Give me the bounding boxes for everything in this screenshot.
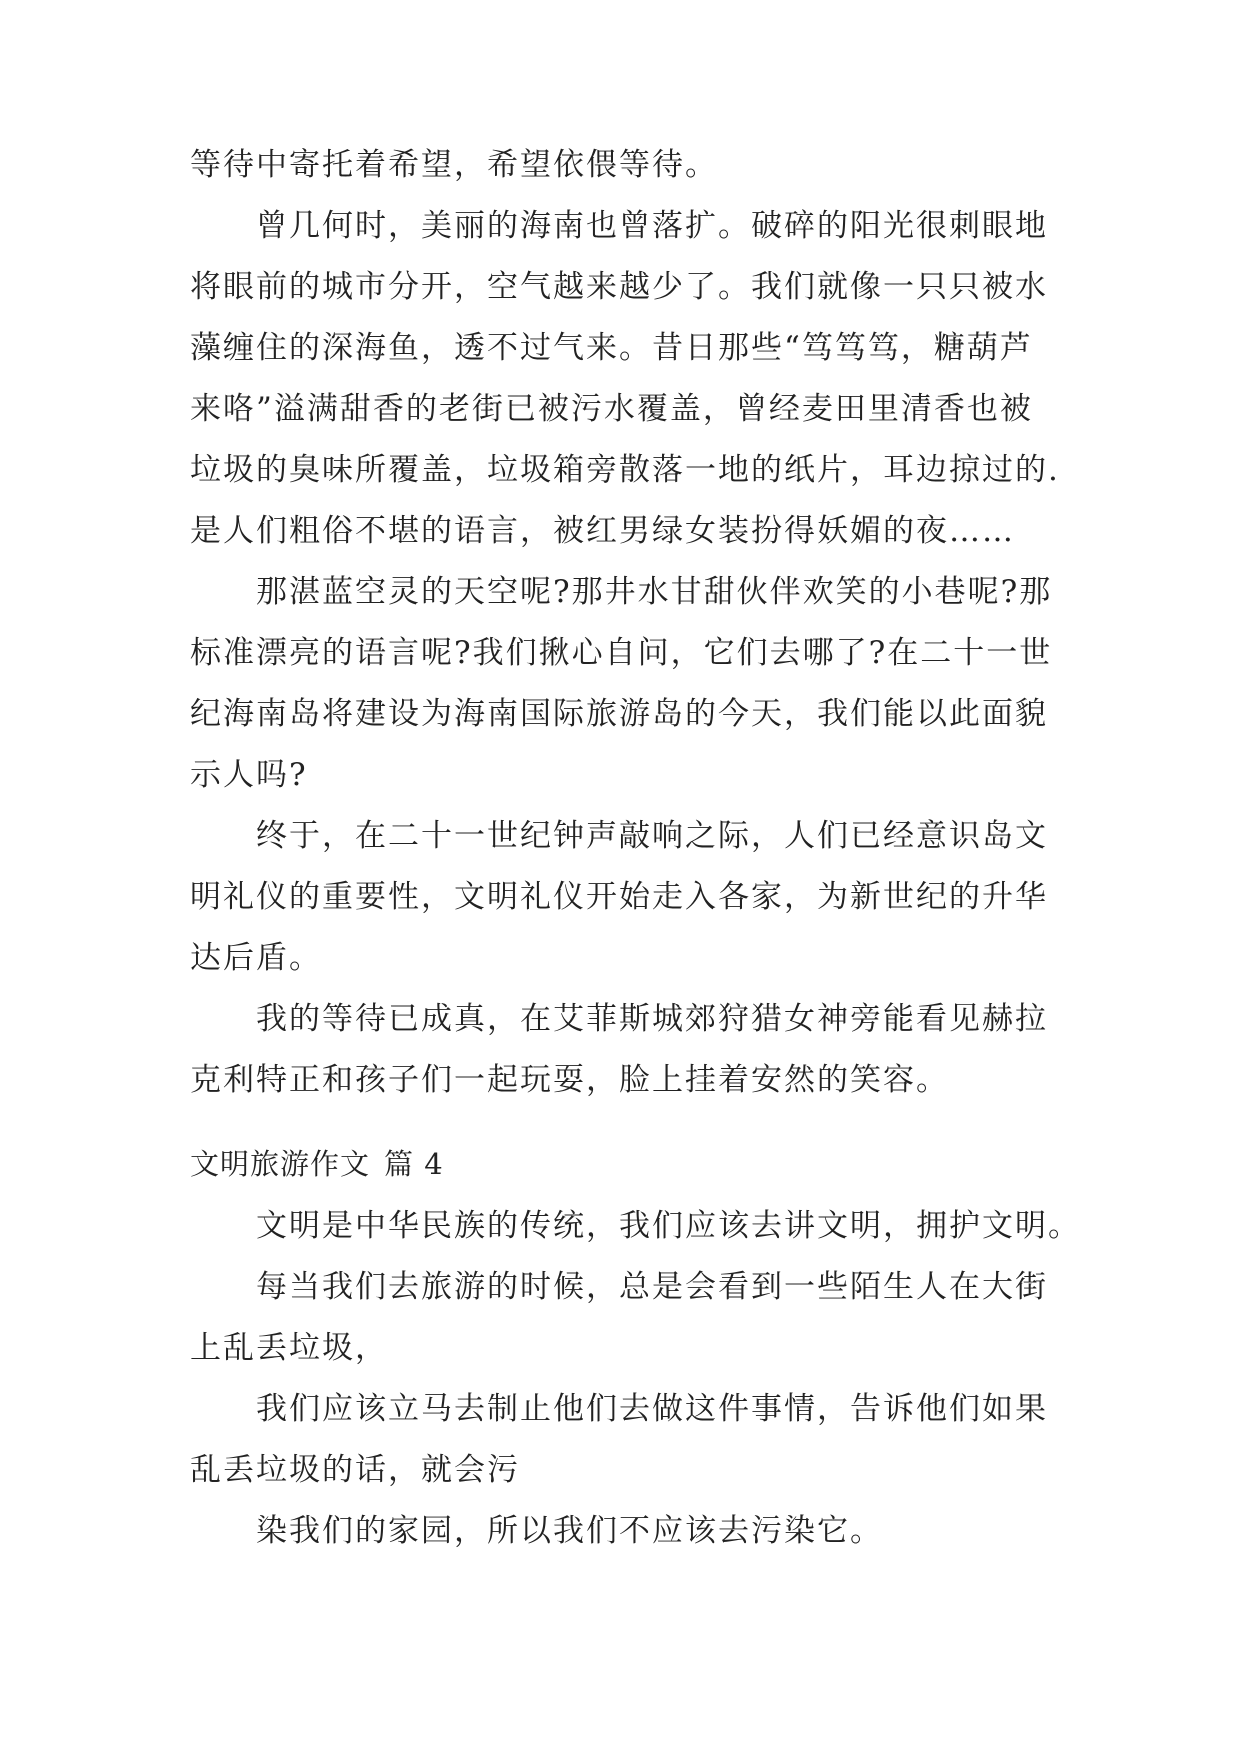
paragraph-line: 垃圾的臭味所覆盖，垃圾箱旁散落一地的纸片，耳边掠过的. [190,452,1060,488]
paragraph-line: 那湛蓝空灵的天空呢?那井水甘甜伙伴欢笑的小巷呢?那 [256,574,1053,610]
paragraph-line: 将眼前的城市分开，空气越来越少了。我们就像一只只被水 [190,269,1048,305]
section-title: 文明旅游作文 [190,1147,371,1181]
paragraph-line: 纪海南岛将建设为海南国际旅游岛的今天，我们能以此面貌 [190,696,1048,732]
paragraph-line: 曾几何时，美丽的海南也曾落扩。破碎的阳光很刺眼地 [256,208,1048,244]
section-number: 篇 4 [384,1147,444,1181]
paragraph-line: 藻缠住的深海鱼，透不过气来。昔日那些“笃笃笃，糖葫芦 [190,330,1033,366]
paragraph-line: 标准漂亮的语言呢?我们揪心自问，它们去哪了?在二十一世 [190,635,1053,671]
paragraph-line: 明礼仪的重要性，文明礼仪开始走入各家，为新世纪的升华 [190,879,1048,915]
paragraph-line: 我们应该立马去制止他们去做这件事情，告诉他们如果 [256,1391,1048,1427]
paragraph-line: 文明是中华民族的传统，我们应该去讲文明，拥护文明。 [256,1208,1081,1244]
paragraph-line: 染我们的家园，所以我们不应该去污染它。 [256,1513,883,1549]
paragraph-line: 上乱丢垃圾， [190,1330,388,1366]
paragraph-line: 是人们粗俗不堪的语言，被红男绿女装扮得妖媚的夜…… [190,513,1015,549]
section-1-body [190,135,1060,1111]
paragraph-line: 克利特正和孩子们一起玩耍，脸上挂着安然的笑容。 [190,1062,949,1098]
section-2-body [190,1196,1081,1562]
paragraph-line: 等待中寄托着希望，希望依偎等待。 [190,147,718,183]
section-heading [190,1134,444,1195]
paragraph-line: 乱丢垃圾的话，就会污 [190,1452,520,1488]
paragraph-line: 达后盾。 [190,940,322,976]
paragraph-line: 每当我们去旅游的时候，总是会看到一些陌生人在大街 [256,1269,1048,1305]
paragraph-line: 示人吗? [190,757,308,793]
paragraph-line: 终于，在二十一世纪钟声敲响之际，人们已经意识岛文 [256,818,1048,854]
paragraph-line: 来咯”溢满甜香的老街已被污水覆盖，曾经麦田里清香也被 [190,391,1033,427]
paragraph-line: 我的等待已成真，在艾菲斯城郊狩猎女神旁能看见赫拉 [256,1001,1048,1037]
